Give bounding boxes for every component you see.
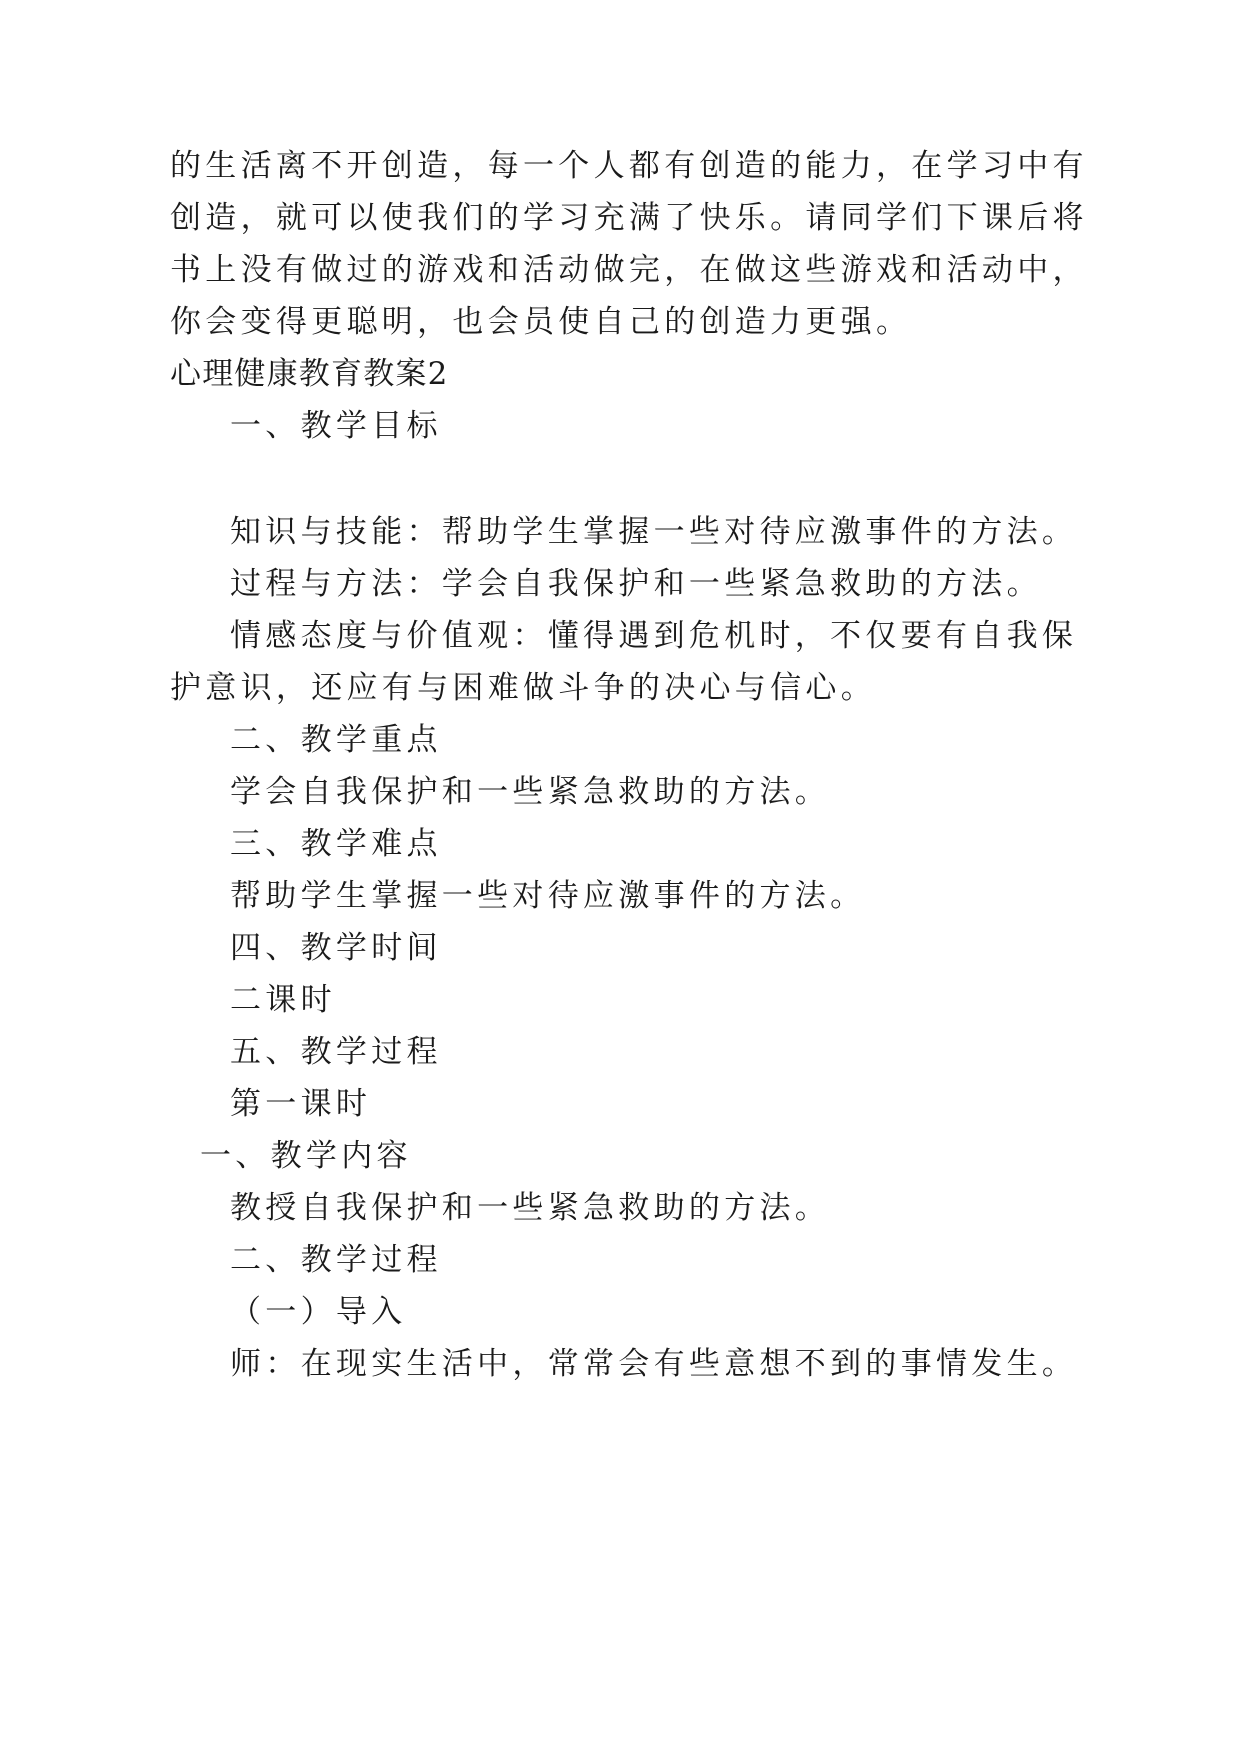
goal-emotion-line-1: 情感态度与价值观：懂得遇到危机时，不仅要有自我保	[230, 618, 1078, 654]
heading-difficulty: 三、教学难点	[230, 826, 442, 862]
goal-knowledge: 知识与技能：帮助学生掌握一些对待应激事件的方法。	[230, 514, 1078, 550]
heading-key: 二、教学重点	[230, 722, 442, 758]
time-content: 二课时	[230, 982, 336, 1018]
goal-process: 过程与方法：学会自我保护和一些紧急救助的方法。	[230, 566, 1042, 602]
sub-heading-content: 一、教学内容	[200, 1138, 412, 1174]
heading-time: 四、教学时间	[230, 930, 442, 966]
heading-goals: 一、教学目标	[230, 408, 442, 444]
heading-process: 五、教学过程	[230, 1034, 442, 1070]
intro-line-1: 的生活离不开创造，每一个人都有创造的能力，在学习中有	[170, 148, 1088, 184]
goal-emotion-line-2: 护意识，还应有与困难做斗争的决心与信心。	[170, 670, 876, 706]
teacher-line: 师：在现实生活中，常常会有些意想不到的事情发生。	[230, 1346, 1078, 1382]
section-title: 心理健康教育教案2	[170, 356, 449, 392]
step-intro: （一）导入	[230, 1294, 407, 1330]
sub-content: 教授自我保护和一些紧急救助的方法。	[230, 1190, 831, 1226]
intro-line-3: 书上没有做过的游戏和活动做完，在做这些游戏和活动中，	[170, 252, 1088, 288]
intro-line-4: 你会变得更聪明，也会员使自己的创造力更强。	[170, 304, 912, 340]
sub-heading-process: 二、教学过程	[230, 1242, 442, 1278]
key-content: 学会自我保护和一些紧急救助的方法。	[230, 774, 831, 810]
intro-line-2: 创造，就可以使我们的学习充满了快乐。请同学们下课后将	[170, 200, 1088, 236]
lesson-one: 第一课时	[230, 1086, 372, 1122]
difficulty-content: 帮助学生掌握一些对待应激事件的方法。	[230, 878, 866, 914]
